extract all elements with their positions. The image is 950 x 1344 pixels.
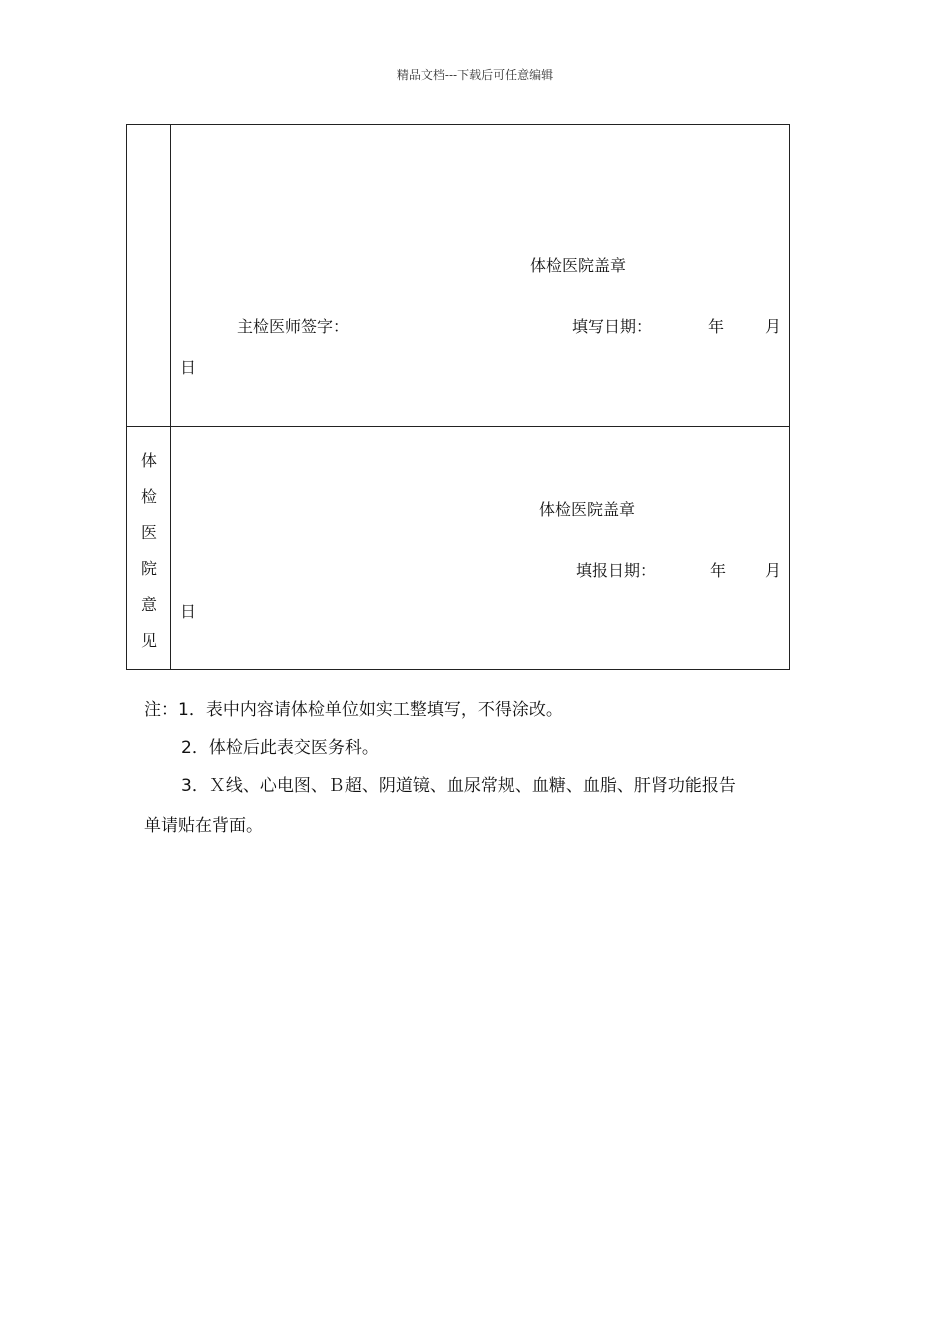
label-char: 见	[140, 631, 157, 650]
hospital-opinion-label	[139, 443, 159, 659]
hospital-stamp-label: 体检医院盖章	[530, 256, 627, 275]
row-divider	[127, 426, 789, 427]
year-label: 年	[708, 317, 725, 336]
report-date-label: 填报日期：	[576, 561, 657, 580]
year-label-2: 年	[710, 561, 727, 580]
day-label-2: 日	[180, 602, 197, 621]
day-label: 日	[180, 358, 197, 377]
label-char: 体	[140, 451, 157, 470]
exam-form-table	[126, 124, 790, 670]
label-char: 意	[140, 595, 157, 614]
label-char: 医	[140, 523, 157, 542]
label-char: 院	[140, 559, 157, 578]
hospital-stamp-label-2: 体检医院盖章	[539, 500, 636, 519]
month-label: 月	[765, 317, 782, 336]
note-line-2: 2．体检后此表交医务科。	[181, 738, 379, 758]
label-char: 检	[140, 487, 157, 506]
fill-date-label: 填写日期：	[572, 317, 653, 336]
note-line-4: 单请贴在背面。	[144, 816, 263, 836]
month-label-2: 月	[765, 561, 782, 580]
note-line-3: 3．Ｘ线、心电图、Ｂ超、阴道镜、血尿常规、血糖、血脂、肝肾功能报告	[181, 776, 736, 796]
page-header: 精品文档---下载后可任意编辑	[396, 68, 554, 82]
column-divider	[170, 125, 171, 669]
doctor-signature-label: 主检医师签字：	[237, 317, 350, 336]
note-line-1: 注：1．表中内容请体检单位如实工整填写，不得涂改。	[144, 700, 563, 720]
